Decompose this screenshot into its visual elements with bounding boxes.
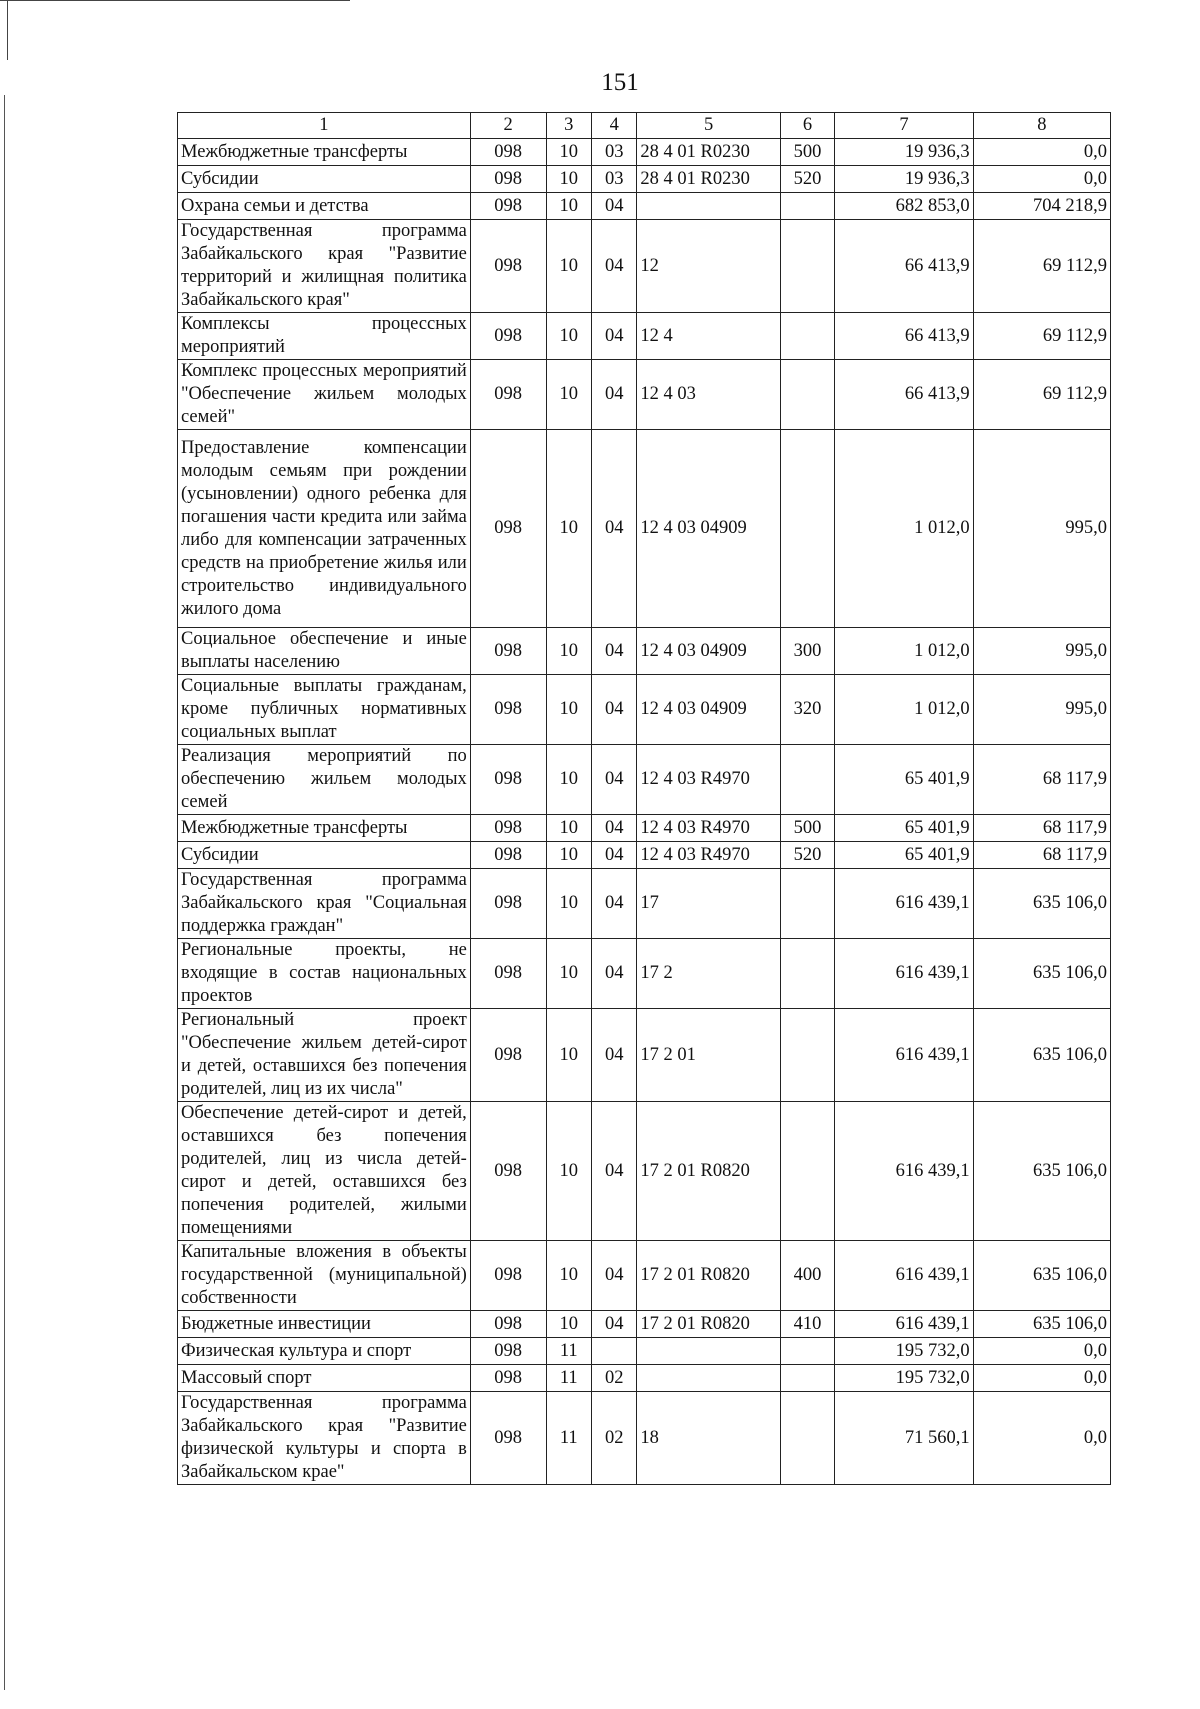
amount-year-2: 995,0 xyxy=(973,628,1110,675)
item-name: Региональные проекты, не входящие в состав национальных проектов xyxy=(178,939,471,1009)
amount-year-1: 66 413,9 xyxy=(835,313,973,360)
item-name: Межбюджетные трансферты xyxy=(178,139,471,166)
table-row xyxy=(178,815,1111,842)
amount-year-1: 195 732,0 xyxy=(835,1365,973,1392)
table-row xyxy=(178,1102,1111,1241)
section-code: 11 xyxy=(546,1365,591,1392)
target-article-code: 17 2 xyxy=(637,939,780,1009)
subsection-code: 04 xyxy=(591,193,636,220)
subsection-code: 03 xyxy=(591,139,636,166)
section-code: 10 xyxy=(546,628,591,675)
header-cell: 5 xyxy=(637,113,780,139)
expense-type-code xyxy=(780,1102,835,1241)
ministry-code: 098 xyxy=(470,815,546,842)
target-article-code: 28 4 01 R0230 xyxy=(637,139,780,166)
target-article-code: 17 2 01 R0820 xyxy=(637,1102,780,1241)
ministry-code: 098 xyxy=(470,628,546,675)
expense-type-code xyxy=(780,869,835,939)
section-code: 10 xyxy=(546,139,591,166)
table-row xyxy=(178,1365,1111,1392)
section-code: 10 xyxy=(546,1241,591,1311)
subsection-code: 04 xyxy=(591,869,636,939)
amount-year-2: 69 112,9 xyxy=(973,313,1110,360)
expense-type-code xyxy=(780,360,835,430)
section-code: 10 xyxy=(546,430,591,628)
item-name: Государственная программа Забайкальского края "Социальная поддержка граждан" xyxy=(178,869,471,939)
subsection-code: 02 xyxy=(591,1365,636,1392)
subsection-code: 04 xyxy=(591,939,636,1009)
target-article-code: 12 4 03 R4970 xyxy=(637,842,780,869)
item-name: Обеспечение детей-сирот и детей, оставшихся без попечения родителей, лиц из числа детей-сирот и детей, оставшихся без попечения родителей, жилыми помещениями xyxy=(178,1102,471,1241)
amount-year-2: 0,0 xyxy=(973,1338,1110,1365)
amount-year-2: 68 117,9 xyxy=(973,815,1110,842)
table-row xyxy=(178,842,1111,869)
item-name: Комплексы процессных мероприятий xyxy=(178,313,471,360)
target-article-code: 12 4 03 04909 xyxy=(637,675,780,745)
table-row xyxy=(178,1311,1111,1338)
amount-year-1: 65 401,9 xyxy=(835,745,973,815)
item-name: Субсидии xyxy=(178,842,471,869)
target-article-code: 28 4 01 R0230 xyxy=(637,166,780,193)
amount-year-2: 635 106,0 xyxy=(973,1311,1110,1338)
amount-year-2: 635 106,0 xyxy=(973,939,1110,1009)
ministry-code: 098 xyxy=(470,1102,546,1241)
amount-year-1: 1 012,0 xyxy=(835,628,973,675)
table-row xyxy=(178,675,1111,745)
header-cell: 6 xyxy=(780,113,835,139)
subsection-code: 04 xyxy=(591,675,636,745)
ministry-code: 098 xyxy=(470,430,546,628)
item-name: Капитальные вложения в объекты государственной (муниципальной) собственности xyxy=(178,1241,471,1311)
ministry-code: 098 xyxy=(470,1241,546,1311)
section-code: 10 xyxy=(546,815,591,842)
item-name: Физическая культура и спорт xyxy=(178,1338,471,1365)
amount-year-1: 616 439,1 xyxy=(835,1009,973,1102)
header-cell: 8 xyxy=(973,113,1110,139)
item-name: Социальные выплаты гражданам, кроме публичных нормативных социальных выплат xyxy=(178,675,471,745)
target-article-code: 12 4 03 04909 xyxy=(637,628,780,675)
section-code: 11 xyxy=(546,1392,591,1485)
ministry-code: 098 xyxy=(470,842,546,869)
ministry-code: 098 xyxy=(470,166,546,193)
expense-type-code xyxy=(780,193,835,220)
table-row xyxy=(178,1392,1111,1485)
ministry-code: 098 xyxy=(470,1009,546,1102)
item-name: Массовый спорт xyxy=(178,1365,471,1392)
section-code: 10 xyxy=(546,1311,591,1338)
amount-year-1: 1 012,0 xyxy=(835,675,973,745)
target-article-code: 17 xyxy=(637,869,780,939)
section-code: 10 xyxy=(546,939,591,1009)
target-article-code: 17 2 01 R0820 xyxy=(637,1311,780,1338)
subsection-code: 04 xyxy=(591,1009,636,1102)
table-row xyxy=(178,939,1111,1009)
table-row xyxy=(178,628,1111,675)
subsection-code xyxy=(591,1338,636,1365)
target-article-code: 17 2 01 R0820 xyxy=(637,1241,780,1311)
amount-year-2: 68 117,9 xyxy=(973,842,1110,869)
amount-year-2: 635 106,0 xyxy=(973,1009,1110,1102)
ministry-code: 098 xyxy=(470,1365,546,1392)
subsection-code: 04 xyxy=(591,842,636,869)
expense-type-code xyxy=(780,939,835,1009)
section-code: 10 xyxy=(546,313,591,360)
section-code: 10 xyxy=(546,220,591,313)
amount-year-1: 195 732,0 xyxy=(835,1338,973,1365)
amount-year-1: 19 936,3 xyxy=(835,166,973,193)
target-article-code: 12 4 xyxy=(637,313,780,360)
expense-type-code: 410 xyxy=(780,1311,835,1338)
expense-type-code xyxy=(780,1009,835,1102)
header-cell: 7 xyxy=(835,113,973,139)
subsection-code: 04 xyxy=(591,1102,636,1241)
amount-year-2: 0,0 xyxy=(973,1365,1110,1392)
target-article-code: 12 4 03 xyxy=(637,360,780,430)
header-cell: 1 xyxy=(178,113,471,139)
section-code: 10 xyxy=(546,842,591,869)
amount-year-1: 682 853,0 xyxy=(835,193,973,220)
amount-year-1: 616 439,1 xyxy=(835,1102,973,1241)
table-row xyxy=(178,313,1111,360)
scan-edge-left-lower xyxy=(4,95,5,1690)
amount-year-2: 69 112,9 xyxy=(973,360,1110,430)
expense-type-code xyxy=(780,1392,835,1485)
amount-year-2: 635 106,0 xyxy=(973,1241,1110,1311)
expense-type-code: 520 xyxy=(780,166,835,193)
target-article-code: 18 xyxy=(637,1392,780,1485)
amount-year-2: 0,0 xyxy=(973,1392,1110,1485)
section-code: 10 xyxy=(546,869,591,939)
ministry-code: 098 xyxy=(470,360,546,430)
expense-type-code: 320 xyxy=(780,675,835,745)
amount-year-1: 66 413,9 xyxy=(835,220,973,313)
amount-year-1: 65 401,9 xyxy=(835,842,973,869)
section-code: 10 xyxy=(546,193,591,220)
expense-type-code xyxy=(780,313,835,360)
target-article-code: 12 xyxy=(637,220,780,313)
amount-year-1: 616 439,1 xyxy=(835,939,973,1009)
subsection-code: 02 xyxy=(591,1392,636,1485)
table-row xyxy=(178,360,1111,430)
subsection-code: 04 xyxy=(591,745,636,815)
budget-table xyxy=(177,112,1111,1485)
page-number: 151 xyxy=(601,69,639,96)
table-row xyxy=(178,869,1111,939)
target-article-code: 12 4 03 R4970 xyxy=(637,745,780,815)
table-row xyxy=(178,1241,1111,1311)
amount-year-2: 0,0 xyxy=(973,139,1110,166)
expense-type-code: 300 xyxy=(780,628,835,675)
section-code: 10 xyxy=(546,166,591,193)
target-article-code xyxy=(637,1338,780,1365)
subsection-code: 04 xyxy=(591,220,636,313)
section-code: 10 xyxy=(546,745,591,815)
amount-year-2: 69 112,9 xyxy=(973,220,1110,313)
ministry-code: 098 xyxy=(470,193,546,220)
table-header-row xyxy=(178,113,1111,139)
amount-year-1: 616 439,1 xyxy=(835,1241,973,1311)
item-name: Бюджетные инвестиции xyxy=(178,1311,471,1338)
expense-type-code xyxy=(780,220,835,313)
subsection-code: 04 xyxy=(591,1311,636,1338)
subsection-code: 04 xyxy=(591,360,636,430)
section-code: 10 xyxy=(546,1009,591,1102)
table-row xyxy=(178,430,1111,628)
item-name: Региональный проект "Обеспечение жильем детей-сирот и детей, оставшихся без попечения родителей, лиц из их числа" xyxy=(178,1009,471,1102)
expense-type-code xyxy=(780,430,835,628)
expense-type-code: 400 xyxy=(780,1241,835,1311)
section-code: 10 xyxy=(546,360,591,430)
section-code: 10 xyxy=(546,675,591,745)
expense-type-code xyxy=(780,1338,835,1365)
ministry-code: 098 xyxy=(470,939,546,1009)
subsection-code: 04 xyxy=(591,430,636,628)
item-name: Государственная программа Забайкальского края "Развитие физической культуры и спорта в Забайкальском крае" xyxy=(178,1392,471,1485)
item-name: Реализация мероприятий по обеспечению жильем молодых семей xyxy=(178,745,471,815)
expense-type-code: 500 xyxy=(780,815,835,842)
ministry-code: 098 xyxy=(470,869,546,939)
table-row xyxy=(178,1338,1111,1365)
subsection-code: 04 xyxy=(591,628,636,675)
amount-year-2: 0,0 xyxy=(973,166,1110,193)
item-name: Социальное обеспечение и иные выплаты населению xyxy=(178,628,471,675)
ministry-code: 098 xyxy=(470,675,546,745)
subsection-code: 04 xyxy=(591,1241,636,1311)
target-article-code: 12 4 03 04909 xyxy=(637,430,780,628)
amount-year-2: 635 106,0 xyxy=(973,1102,1110,1241)
header-cell: 4 xyxy=(591,113,636,139)
amount-year-2: 704 218,9 xyxy=(973,193,1110,220)
expense-type-code xyxy=(780,1365,835,1392)
table-row xyxy=(178,193,1111,220)
amount-year-1: 71 560,1 xyxy=(835,1392,973,1485)
expense-type-code: 500 xyxy=(780,139,835,166)
section-code: 10 xyxy=(546,1102,591,1241)
ministry-code: 098 xyxy=(470,745,546,815)
target-article-code: 12 4 03 R4970 xyxy=(637,815,780,842)
ministry-code: 098 xyxy=(470,220,546,313)
target-article-code xyxy=(637,193,780,220)
item-name: Охрана семьи и детства xyxy=(178,193,471,220)
expense-type-code xyxy=(780,745,835,815)
amount-year-1: 1 012,0 xyxy=(835,430,973,628)
amount-year-2: 995,0 xyxy=(973,430,1110,628)
amount-year-1: 19 936,3 xyxy=(835,139,973,166)
scan-edge-top xyxy=(0,0,350,1)
amount-year-2: 635 106,0 xyxy=(973,869,1110,939)
amount-year-1: 616 439,1 xyxy=(835,869,973,939)
target-article-code: 17 2 01 xyxy=(637,1009,780,1102)
item-name: Межбюджетные трансферты xyxy=(178,815,471,842)
subsection-code: 03 xyxy=(591,166,636,193)
ministry-code: 098 xyxy=(470,1338,546,1365)
table-row xyxy=(178,745,1111,815)
amount-year-1: 65 401,9 xyxy=(835,815,973,842)
ministry-code: 098 xyxy=(470,313,546,360)
amount-year-2: 995,0 xyxy=(973,675,1110,745)
amount-year-1: 616 439,1 xyxy=(835,1311,973,1338)
header-cell: 2 xyxy=(470,113,546,139)
section-code: 11 xyxy=(546,1338,591,1365)
target-article-code xyxy=(637,1365,780,1392)
amount-year-1: 66 413,9 xyxy=(835,360,973,430)
header-cell: 3 xyxy=(546,113,591,139)
item-name: Государственная программа Забайкальского края "Развитие территорий и жилищная политика Забайкальского края" xyxy=(178,220,471,313)
subsection-code: 04 xyxy=(591,313,636,360)
item-name: Комплекс процессных мероприятий "Обеспечение жильем молодых семей" xyxy=(178,360,471,430)
ministry-code: 098 xyxy=(470,1392,546,1485)
table-row xyxy=(178,220,1111,313)
ministry-code: 098 xyxy=(470,1311,546,1338)
subsection-code: 04 xyxy=(591,815,636,842)
scan-edge-left xyxy=(7,0,8,60)
table-row xyxy=(178,166,1111,193)
item-name: Субсидии xyxy=(178,166,471,193)
item-name: Предоставление компенсации молодым семьям при рождении (усыновлении) одного ребенка для погашения части кредита или займа либо для компенсации затраченных средств на приобретение жилья или строительство индивидуального жилого дома xyxy=(178,430,471,628)
table-row xyxy=(178,139,1111,166)
expense-type-code: 520 xyxy=(780,842,835,869)
table-row xyxy=(178,1009,1111,1102)
amount-year-2: 68 117,9 xyxy=(973,745,1110,815)
ministry-code: 098 xyxy=(470,139,546,166)
table-body xyxy=(178,113,1111,1485)
